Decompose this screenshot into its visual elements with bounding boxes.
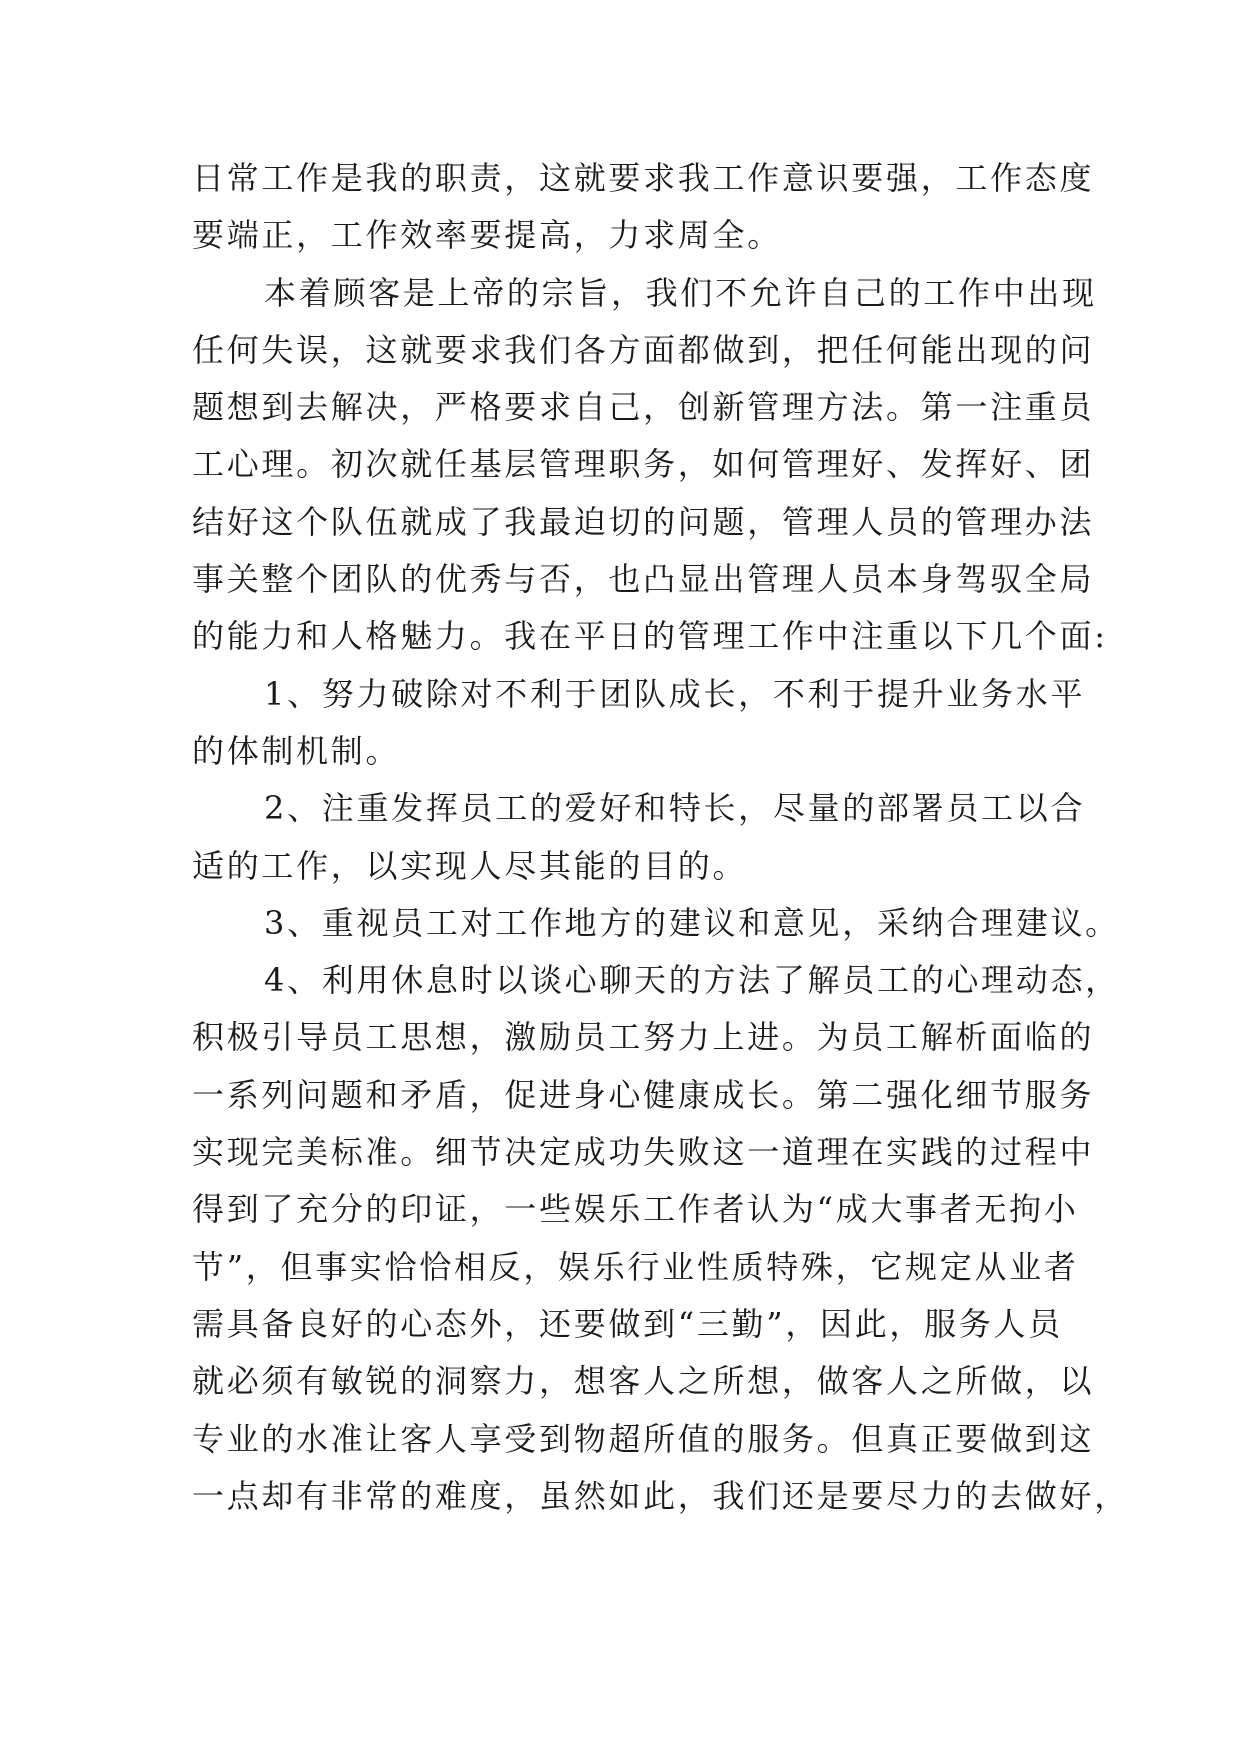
document-body [192,150,1129,1525]
text-line: 题想到去解决，严格要求自己，创新管理方法。第一注重员 [192,388,1095,427]
text-line: 一点却有非常的难度，虽然如此，我们还是要尽力的去做好， [192,1476,1129,1515]
text-line: 专业的水准让客人享受到物超所值的服务。但真正要做到这 [192,1419,1095,1458]
list-item-3-line: 3、重视员工对工作地方的建议和意见，采纳合理建议。 [264,903,1120,942]
list-item-4-line: 4、利用休息时以谈心聊天的方法了解员工的心理动态， [264,961,1120,1000]
text-line: 积极引导员工思想，激励员工努力上进。为员工解析面临的 [192,1018,1095,1057]
text-line: 的能力和人格魅力。我在平日的管理工作中注重以下几个面: [192,617,1108,656]
text-line: 要端正，工作效率要提高，力求周全。 [192,216,782,255]
text-line: 一系列问题和矛盾，促进身心健康成长。第二强化细节服务 [192,1075,1095,1114]
list-item-1-line: 1、努力破除对不利于团队成长，不利于提升业务水平 [264,674,1086,713]
text-line: 结好这个队伍就成了我最迫切的问题，管理人员的管理办法 [192,502,1095,541]
text-line: 适的工作，以实现人尽其能的目的。 [192,846,748,885]
text-line: 工心理。初次就任基层管理职务，如何管理好、发挥好、团 [192,445,1095,484]
list-item-2-line: 2、注重发挥员工的爱好和特长，尽量的部署员工以合 [264,789,1086,828]
text-line: 事关整个团队的优秀与否，也凸显出管理人员本身驾驭全局 [192,560,1095,599]
text-line: 实现完美标准。细节决定成功失败这一道理在实践的过程中 [192,1133,1095,1172]
text-line: 节”，但事实恰恰相反，娱乐行业性质特殊，它规定从业者 [192,1247,1079,1286]
text-line: 就必须有敏锐的洞察力，想客人之所想，做客人之所做，以 [192,1362,1095,1401]
text-line: 的体制机制。 [192,731,401,770]
text-line: 日常工作是我的职责，这就要求我工作意识要强，工作态度 [192,159,1095,197]
text-line: 得到了充分的印证，一些娱乐工作者认为“成大事者无拘小 [192,1190,1079,1229]
text-line: 需具备良好的心态外，还要做到“三勤”，因此，服务人员 [192,1304,1063,1343]
text-line: 任何失误，这就要求我们各方面都做到，把任何能出现的问 [192,330,1095,369]
paragraph-start-line: 本着顾客是上帝的宗旨，我们不允许自己的工作中出现 [264,273,1097,312]
